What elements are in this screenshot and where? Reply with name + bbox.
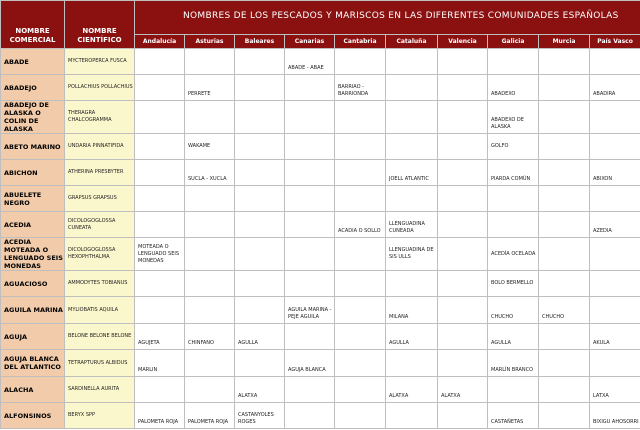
cell-cantabria: [335, 350, 386, 377]
cell-galicia: AGULLA: [488, 324, 539, 350]
scientific-name-cell: BERYX SPP: [65, 403, 135, 429]
cell-andalucia: [135, 75, 185, 101]
cell-valencia: ALATXA: [438, 377, 488, 403]
cell-cataluna: JOELL ATLANTIC: [386, 160, 438, 186]
cell-baleares: [235, 238, 285, 271]
cell-andalucia: [135, 212, 185, 238]
cell-murcia: [539, 212, 590, 238]
cell-andalucia: [135, 101, 185, 134]
cell-valencia: [438, 403, 488, 429]
cell-galicia: PIARDA COMÚN: [488, 160, 539, 186]
cell-cataluna: [386, 49, 438, 75]
scientific-name-cell: AMMODYTES TOBIANUS: [65, 271, 135, 297]
common-name-cell: AGUJA: [1, 324, 65, 350]
cell-valencia: [438, 134, 488, 160]
scientific-name-cell: DICOLOGOGLOSSA CUNEATA: [65, 212, 135, 238]
cell-asturias: PALOMETA ROJA: [185, 403, 235, 429]
cell-murcia: [539, 324, 590, 350]
cell-canarias: [285, 101, 335, 134]
cell-valencia: [438, 238, 488, 271]
cell-galicia: GOLFO: [488, 134, 539, 160]
cell-asturias: [185, 297, 235, 324]
region-header-asturias: Asturias: [185, 35, 235, 49]
cell-canarias: [285, 403, 335, 429]
cell-canarias: [285, 271, 335, 297]
cell-cataluna: LLENGUADINA CUNEADA: [386, 212, 438, 238]
table-row: [1, 271, 640, 297]
cell-cantabria: [335, 297, 386, 324]
cell-cantabria: [335, 377, 386, 403]
cell-murcia: CHUCHO: [539, 297, 590, 324]
cell-valencia: [438, 186, 488, 212]
common-name-cell: ABADEJO: [1, 75, 65, 101]
cell-galicia: MARLÍN BRANCO: [488, 350, 539, 377]
cell-pais-vasco: [590, 238, 640, 271]
region-header-cataluna: Cataluña: [386, 35, 438, 49]
scientific-name-cell: THERAGRA CHALCOGRAMMA: [65, 101, 135, 134]
cell-andalucia: [135, 160, 185, 186]
cell-cataluna: [386, 186, 438, 212]
scientific-name-cell: BELONE BELONE BELONE: [65, 324, 135, 350]
cell-canarias: [285, 212, 335, 238]
scientific-name-cell: UNDARIA PINNATIFIDA: [65, 134, 135, 160]
table-row: [1, 350, 640, 377]
table-row: [1, 186, 640, 212]
cell-murcia: [539, 101, 590, 134]
table-row: [1, 75, 640, 101]
common-name-cell: ABICHON: [1, 160, 65, 186]
table-body: [1, 49, 640, 429]
cell-pais-vasco: LATXA: [590, 377, 640, 403]
scientific-name-cell: MYLIOBATIS AQUILA: [65, 297, 135, 324]
cell-pais-vasco: AKULA: [590, 324, 640, 350]
cell-canarias: AGUJA BLANCA: [285, 350, 335, 377]
cell-andalucia: [135, 377, 185, 403]
cell-asturias: [185, 49, 235, 75]
table-row: [1, 49, 640, 75]
cell-valencia: [438, 75, 488, 101]
cell-baleares: [235, 186, 285, 212]
cell-asturias: [185, 271, 235, 297]
cell-cataluna: [386, 271, 438, 297]
cell-asturias: [185, 186, 235, 212]
cell-asturias: [185, 350, 235, 377]
cell-pais-vasco: AZEDIA: [590, 212, 640, 238]
cell-valencia: [438, 101, 488, 134]
common-name-cell: ALFONSINOS: [1, 403, 65, 429]
cell-cataluna: [386, 134, 438, 160]
cell-cantabria: [335, 186, 386, 212]
cell-asturias: SUCLA - XUCLA: [185, 160, 235, 186]
cell-pais-vasco: [590, 134, 640, 160]
cell-canarias: [285, 377, 335, 403]
common-name-cell: ABUELETE NEGRO: [1, 186, 65, 212]
table-row: [1, 377, 640, 403]
cell-baleares: [235, 350, 285, 377]
cell-murcia: [539, 271, 590, 297]
cell-canarias: [285, 75, 335, 101]
cell-valencia: [438, 212, 488, 238]
common-name-cell: ACEDIA MOTEADA O LENGUADO SEIS MONEDAS: [1, 238, 65, 271]
scientific-name-cell: SARDINELLA AURITA: [65, 377, 135, 403]
cell-asturias: [185, 101, 235, 134]
cell-andalucia: MOTEADA O LENGUADO SEIS MONEDAS: [135, 238, 185, 271]
table-row: [1, 134, 640, 160]
cell-pais-vasco: [590, 186, 640, 212]
common-name-cell: ABETO MARINO: [1, 134, 65, 160]
cell-murcia: [539, 238, 590, 271]
cell-asturias: [185, 238, 235, 271]
cell-pais-vasco: BIXIGU AHOSORRI: [590, 403, 640, 429]
cell-pais-vasco: [590, 350, 640, 377]
cell-murcia: [539, 134, 590, 160]
cell-cantabria: [335, 271, 386, 297]
scientific-name-cell: ATHERINA PRESBYTER: [65, 160, 135, 186]
cell-baleares: CASTANYOLES ROGES: [235, 403, 285, 429]
cell-galicia: [488, 186, 539, 212]
cell-cataluna: [386, 350, 438, 377]
cell-canarias: [285, 134, 335, 160]
cell-galicia: [488, 49, 539, 75]
common-name-cell: ALACHA: [1, 377, 65, 403]
common-name-cell: ABADEJO DE ALASKA O COLIN DE ALASKA: [1, 101, 65, 134]
scientific-name-cell: GRAPSUS GRAPSUS: [65, 186, 135, 212]
cell-galicia: [488, 377, 539, 403]
cell-asturias: CHINFANO: [185, 324, 235, 350]
cell-murcia: [539, 186, 590, 212]
cell-andalucia: PALOMETA ROJA: [135, 403, 185, 429]
cell-cataluna: AGULLA: [386, 324, 438, 350]
scientific-name-cell: TETRAPTURUS ALBIDUS: [65, 350, 135, 377]
cell-baleares: [235, 160, 285, 186]
cell-baleares: AGULLA: [235, 324, 285, 350]
cell-pais-vasco: ABADIRA: [590, 75, 640, 101]
cell-murcia: [539, 75, 590, 101]
table-title: NOMBRES DE LOS PESCADOS Y MARISCOS EN LAS DIFERENTES COMUNIDADES ESPAÑOLAS: [135, 1, 640, 35]
cell-andalucia: [135, 297, 185, 324]
cell-canarias: [285, 160, 335, 186]
common-name-cell: ACEDIA: [1, 212, 65, 238]
table-row: [1, 324, 640, 350]
cell-asturias: PERRETE: [185, 75, 235, 101]
table-row: [1, 160, 640, 186]
table-row: [1, 101, 640, 134]
cell-cataluna: [386, 75, 438, 101]
cell-baleares: [235, 271, 285, 297]
common-name-cell: AGUILA MARINA: [1, 297, 65, 324]
cell-baleares: [235, 75, 285, 101]
common-name-cell: AGUJA BLANCA DEL ATLANTICO: [1, 350, 65, 377]
cell-murcia: [539, 377, 590, 403]
cell-valencia: [438, 271, 488, 297]
table-row: [1, 403, 640, 429]
cell-cantabria: [335, 238, 386, 271]
cell-valencia: [438, 160, 488, 186]
common-name-cell: ABADE: [1, 49, 65, 75]
cell-canarias: [285, 238, 335, 271]
cell-baleares: [235, 212, 285, 238]
cell-cataluna: [386, 101, 438, 134]
cell-andalucia: [135, 49, 185, 75]
cell-pais-vasco: [590, 49, 640, 75]
cell-cantabria: [335, 134, 386, 160]
cell-valencia: [438, 350, 488, 377]
cell-cantabria: [335, 101, 386, 134]
cell-murcia: [539, 403, 590, 429]
cell-galicia: CHUCHO: [488, 297, 539, 324]
cell-baleares: [235, 101, 285, 134]
cell-cantabria: [335, 49, 386, 75]
cell-pais-vasco: [590, 101, 640, 134]
cell-galicia: ACEDÍA OCELADA: [488, 238, 539, 271]
cell-baleares: ALATXA: [235, 377, 285, 403]
scientific-name-cell: MYCTEROPERCA FUSCA: [65, 49, 135, 75]
cell-murcia: [539, 160, 590, 186]
cell-cataluna: LLENGUADINA DE SIS ULLS: [386, 238, 438, 271]
cell-asturias: [185, 212, 235, 238]
cell-asturias: [185, 377, 235, 403]
cell-murcia: [539, 49, 590, 75]
region-header-cantabria: Cantabria: [335, 35, 386, 49]
cell-cataluna: ALATXA: [386, 377, 438, 403]
cell-pais-vasco: ABIXON: [590, 160, 640, 186]
cell-valencia: [438, 49, 488, 75]
cell-pais-vasco: [590, 271, 640, 297]
cell-galicia: ABADEXO DE ALASKA: [488, 101, 539, 134]
scientific-name-cell: DICOLOGOGLOSSA HEXOPHTHALMA: [65, 238, 135, 271]
cell-baleares: [235, 49, 285, 75]
cell-andalucia: AGUJETA: [135, 324, 185, 350]
cell-cantabria: [335, 160, 386, 186]
cell-galicia: ABADEXO: [488, 75, 539, 101]
region-header-galicia: Galicia: [488, 35, 539, 49]
cell-pais-vasco: [590, 297, 640, 324]
cell-galicia: [488, 212, 539, 238]
cell-galicia: CASTAÑETAS: [488, 403, 539, 429]
cell-murcia: [539, 350, 590, 377]
cell-canarias: [285, 324, 335, 350]
region-header-pais-vasco: País Vasco: [590, 35, 640, 49]
region-header-canarias: Canarias: [285, 35, 335, 49]
cell-valencia: [438, 297, 488, 324]
cell-canarias: ABADE - ABAE: [285, 49, 335, 75]
common-name-cell: AGUACIOSO: [1, 271, 65, 297]
region-header-valencia: Valencia: [438, 35, 488, 49]
cell-cataluna: MILANA: [386, 297, 438, 324]
cell-cantabria: [335, 324, 386, 350]
cell-cantabria: BARRIAO - BARRIONDA: [335, 75, 386, 101]
cell-cantabria: [335, 403, 386, 429]
cell-canarias: [285, 186, 335, 212]
region-header-baleares: Baleares: [235, 35, 285, 49]
cell-valencia: [438, 324, 488, 350]
table-row: [1, 238, 640, 271]
cell-galicia: BOLO BERMELLO: [488, 271, 539, 297]
common-name-header: NOMBRE COMERCIAL: [1, 1, 65, 49]
cell-asturias: WAKAME: [185, 134, 235, 160]
cell-canarias: AGUILA MARINA - PEJE AGUILA: [285, 297, 335, 324]
scientific-name-header: NOMBRE CIENTÍFICO: [65, 1, 135, 49]
table-row: [1, 297, 640, 324]
cell-baleares: [235, 297, 285, 324]
cell-cantabria: ACADIA O SOLLO: [335, 212, 386, 238]
cell-baleares: [235, 134, 285, 160]
cell-andalucia: [135, 271, 185, 297]
region-header-murcia: Murcia: [539, 35, 590, 49]
cell-andalucia: MARLIN: [135, 350, 185, 377]
table-row: [1, 212, 640, 238]
cell-cataluna: [386, 403, 438, 429]
region-header-andalucia: Andalucía: [135, 35, 185, 49]
scientific-name-cell: POLLACHIUS POLLACHIUS: [65, 75, 135, 101]
cell-andalucia: [135, 134, 185, 160]
cell-andalucia: [135, 186, 185, 212]
